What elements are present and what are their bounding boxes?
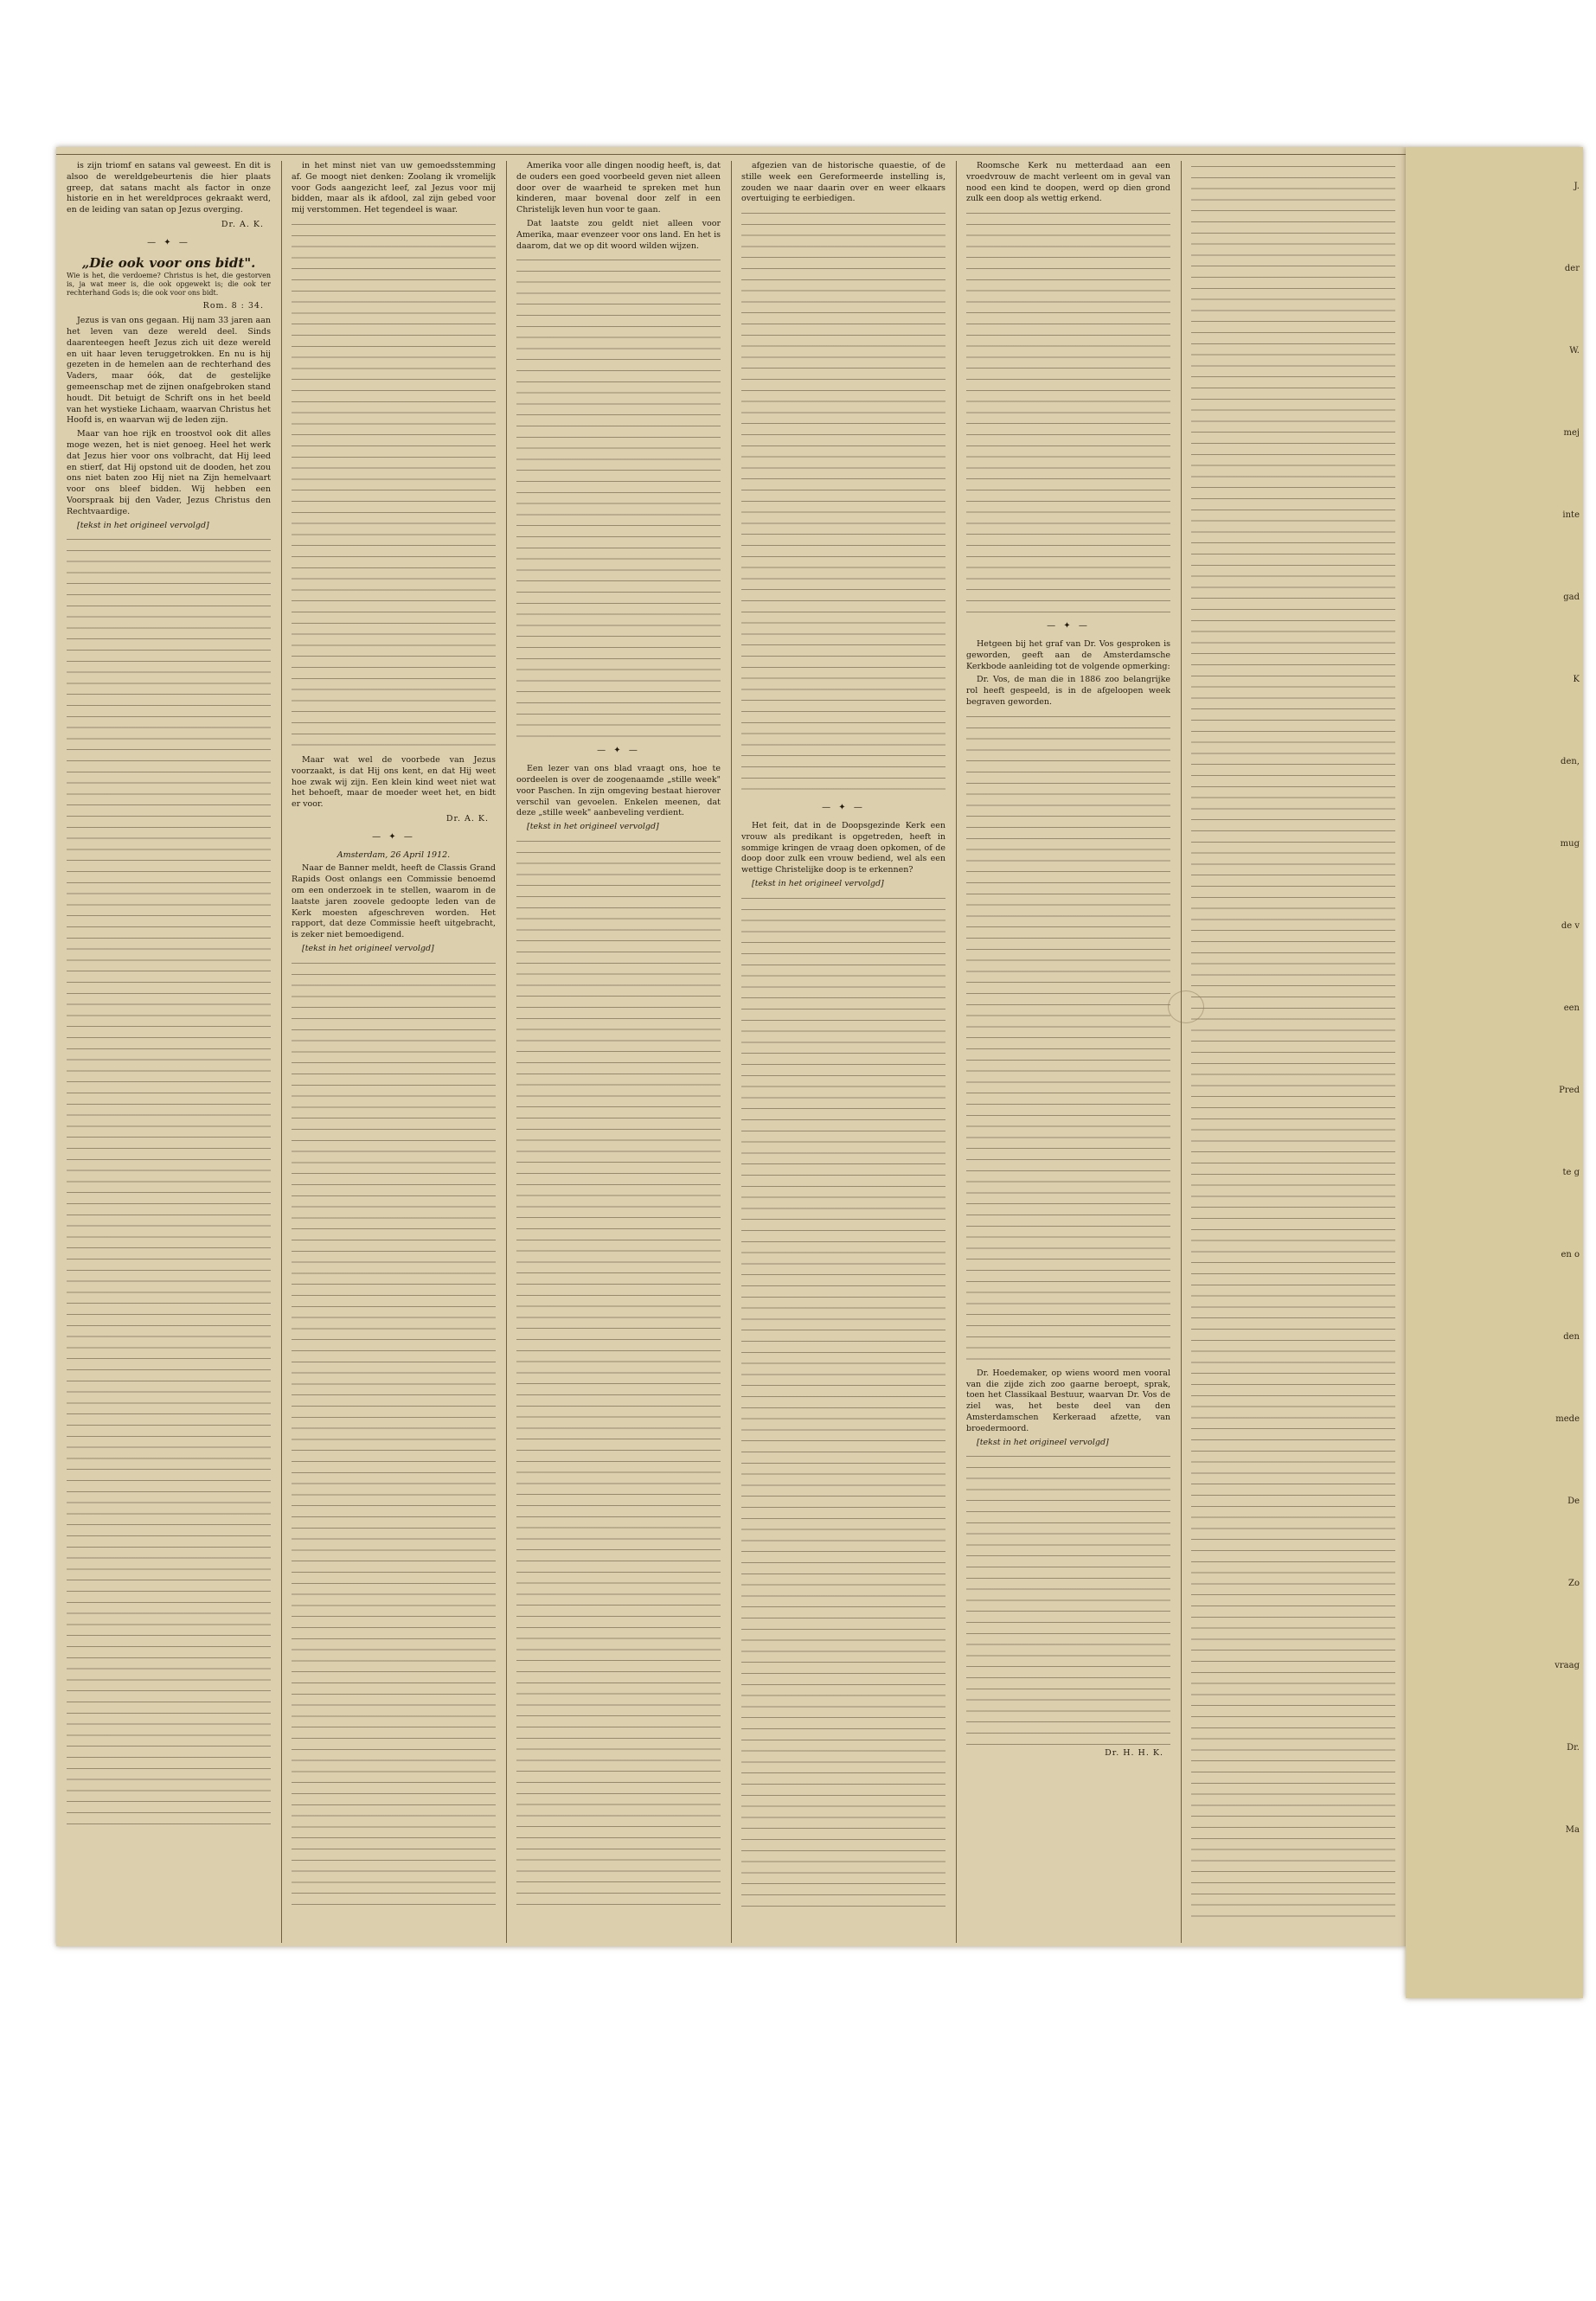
text-block-filler	[1191, 161, 1395, 1917]
article-body: afgezien van de historische quaestie, of de stille week een Gereformeerde instelling is, zouden we naar daarin over en weer elkaars overtuiging te eerbiedigen.	[741, 161, 945, 204]
edge-fragment: mede	[1555, 1414, 1580, 1424]
edge-fragment: K	[1573, 675, 1580, 684]
edge-fragment: de v	[1561, 921, 1580, 931]
signature: Dr. H. H. K.	[1105, 1748, 1163, 1759]
edge-fragment: De	[1567, 1497, 1580, 1506]
edge-fragment: Ma	[1565, 1825, 1580, 1835]
motto-reference: Rom. 8 : 34.	[202, 301, 264, 311]
edge-fragment: Pred	[1559, 1086, 1580, 1095]
text-block-filler	[516, 254, 721, 739]
text-block-filler	[741, 208, 945, 796]
separator-ornament: — ✦ —	[372, 831, 415, 842]
text-block-filler	[966, 1451, 1170, 1745]
signature: Dr. A. K.	[221, 219, 264, 229]
continuation-note: [tekst in het origineel vervolgd]	[752, 878, 884, 888]
dateline: Amsterdam, 26 April 1912.	[337, 849, 451, 860]
text-block-filler	[741, 893, 945, 1913]
article-body: Het feit, dat in de Doopsgezinde Kerk een vrouw als predikant is opgetreden, heeft in sommige kringen de vraag doen opkomen, of de doop door zulk een vrouw bediend, wel als een wettige Christelijke doop is te erkennen?	[741, 820, 945, 875]
edge-fragment: en o	[1561, 1250, 1580, 1259]
column-rule	[1181, 161, 1182, 1943]
text-block-filler	[966, 208, 1170, 614]
newspaper-page	[56, 147, 1406, 1946]
article-body: Jezus is van ons gegaan. Hij nam 33 jaren aan het leven van deze wereld deel. Sinds daarenteegen heeft Jezus zich uit deze wereld en uit haar leven teruggetrokken. En nu is hij gezeten in de hemelen aan de rechterhand des Vaders, maar óók, dat de gestelijke gemeenschap met de zijnen onafgebroken stand houdt. Dit betuigt de Schrift ons in het beeld van het wystieke Lichaam, waarvan Christus het Hoofd is, en waarvan wij de leden zijn.	[67, 316, 271, 426]
article-body: Maar van hoe rijk en troostvol ook dit alles moge wezen, het is niet genoeg. Heel het werk dat Jezus hier voor ons volbracht, dat Hij leed en stierf, dat Hij opstond uit de dooden, het zou ons niet baten zoo Hij niet na Zijn hemelvaart voor ons bleef bidden. Wij hebben een Voorspraak bij den Vader, Jezus Christus den Rechtvaardige.	[67, 429, 271, 516]
column-5	[966, 161, 1170, 1934]
edge-fragment: mug	[1560, 839, 1580, 849]
edge-fragment: vraag	[1554, 1661, 1580, 1670]
article-body: Amerika voor alle dingen noodig heeft, is, dat de ouders een goed voorbeeld geven niet alleen door over de waarheid te spreken met hun kinderen, maar bovenal door zelf in een Christelijk leven hun voor te gaan.	[516, 161, 721, 215]
continuation-note: [tekst in het origineel vervolgd]	[77, 520, 209, 530]
article-body: Roomsche Kerk nu metterdaad aan een vroedvrouw de macht verleent om in geval van nood een kind te doopen, werd op dien grond zulk een doop als wettig erkend.	[966, 161, 1170, 204]
signature: Dr. A. K.	[445, 813, 489, 824]
article-body: in het minst niet van uw gemoedsstemming af. Ge moogt niet denken: Zoolang ik vromelijk voor Gods aangezicht leef, zal Jezus voor mij bidden, maar als ik afdool, zal zijn gebed voor mij verstommen. Het tegendeel is waar.	[292, 161, 496, 215]
edge-fragment: den	[1563, 1332, 1580, 1342]
continuation-note: [tekst in het origineel vervolgd]	[302, 943, 434, 953]
column-4	[741, 161, 945, 1934]
separator-ornament: — ✦ —	[822, 803, 865, 813]
column-rule	[281, 161, 282, 1943]
article-body: Maar wat wel de voorbede van Jezus voorzaakt, is dat Hij ons kent, en dat Hij weet hoe zwak wij zijn. Een klein kind weet niet wat het behoeft, maar de moeder weet het, en bidt er voor.	[292, 754, 496, 810]
edge-fragment: Zo	[1568, 1579, 1580, 1588]
article-body: Naar de Banner meldt, heeft de Classis Grand Rapids Oost onlangs een Commissie benoemd om een onderzoek in te stellen, waarom in de laatste jaren zoovele gedoopte leden van de Kerk moesten afgeschreven worden. Het rapport, dat deze Commissie heeft uitgebracht, is zeker niet bemoedigend.	[292, 863, 496, 940]
article-body: Hetgeen bij het graf van Dr. Vos gesproken is geworden, geeft aan de Amsterdamsche Kerkbode aanleiding tot de volgende opmerking:	[966, 638, 1170, 671]
motto-text: Wie is het, die verdoeme? Christus is het, die gestorven is, ja wat meer is, die ook opgewekt is; die ook ter rechterhand Gods is; die ook voor ons bidt.	[67, 272, 271, 298]
adjacent-page-fragment	[1406, 147, 1583, 1998]
column-rule	[506, 161, 507, 1943]
separator-ornament: — ✦ —	[597, 746, 640, 756]
separator-ornament: — ✦ —	[1047, 621, 1090, 631]
text-block-filler	[516, 836, 721, 1908]
edge-fragment: der	[1564, 264, 1580, 273]
article-body: Dr. Vos, de man die in 1886 zoo belangrijke rol heeft gespeeld, is in de afgeloopen week begraven geworden.	[966, 675, 1170, 707]
edge-fragment: W.	[1569, 346, 1580, 356]
column-2	[292, 161, 496, 1934]
article-intro: is zijn triomf en satans val geweest. En dit is alsoo de wereldgebeurtenis die hier plaats greep, dat satans macht als factor in onze historie en in het wereldproces gekraakt werd, en de leiding van satan op Jezus overging.	[67, 161, 271, 215]
article-body: Dr. Hoedemaker, op wiens woord men vooral van die zijde zich zoo gaarne beroept, sprak, toen het Classikaal Bestuur, waarvan Dr. Vos de ziel was, het beste deel van den Amsterdamschen Kerkeraad afzette, van broedermoord.	[966, 1368, 1170, 1433]
text-block-filler	[292, 958, 496, 1909]
library-stamp	[1168, 990, 1204, 1023]
text-block-filler	[292, 219, 496, 755]
top-rule	[56, 154, 1406, 155]
separator-ornament: — ✦ —	[147, 237, 190, 247]
edge-fragment: gad	[1563, 593, 1580, 602]
text-block-filler	[966, 711, 1170, 1368]
article-body: Dat laatste zou geldt niet alleen voor Amerika, maar evenzeer voor ons land. En het is daarom, dat we op dit woord wilden wijzen.	[516, 218, 721, 251]
continuation-note: [tekst in het origineel vervolgd]	[527, 822, 659, 832]
edge-fragment: Dr.	[1567, 1743, 1580, 1753]
edge-fragment: mej	[1563, 428, 1580, 438]
column-rule	[956, 161, 957, 1943]
edge-fragment: te g	[1562, 1168, 1580, 1177]
edge-fragment: J.	[1574, 182, 1580, 191]
article-heading: „Die ook voor ons bidt".	[81, 254, 256, 271]
continuation-note: [tekst in het origineel vervolgd]	[977, 1437, 1109, 1447]
text-block-filler	[67, 534, 271, 1831]
article-body: Een lezer van ons blad vraagt ons, hoe te oordeelen is over de zoogenaamde „stille week" voor Paschen. In zijn omgeving bestaat hierover verschil van gevoelen. Enkelen meenen, dat deze „stille week" aanbeveling verdient.	[516, 764, 721, 818]
column-rule	[731, 161, 732, 1943]
column-6	[1191, 161, 1395, 1934]
column-3	[516, 161, 721, 1934]
edge-fragment: een	[1563, 1003, 1580, 1013]
edge-fragment: inte	[1562, 510, 1580, 520]
column-1	[67, 161, 271, 1934]
edge-fragment: den,	[1561, 757, 1580, 766]
